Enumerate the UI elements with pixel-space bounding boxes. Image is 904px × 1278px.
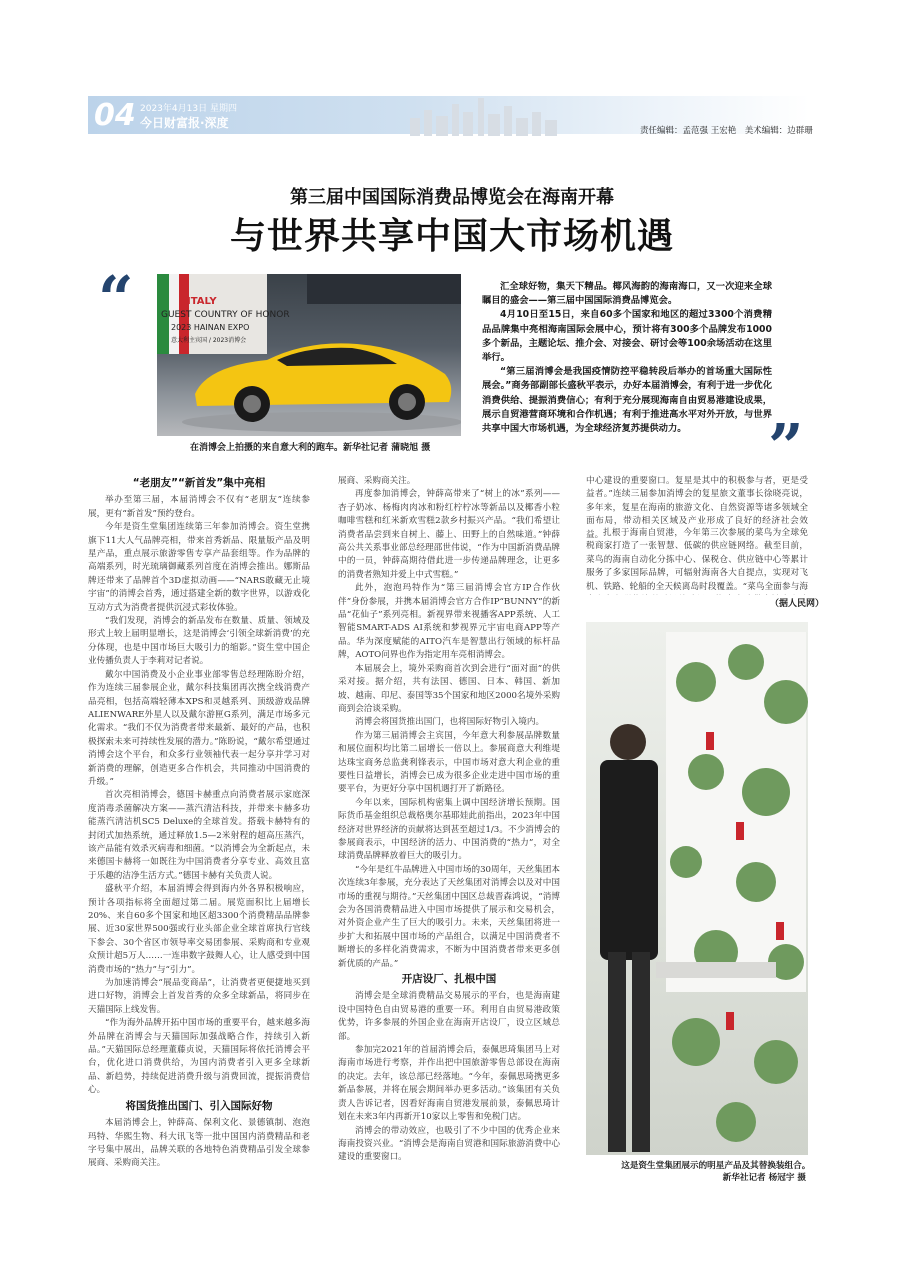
- section-name: 今日财富报·深度: [140, 116, 229, 130]
- section-heading: 将国货推出国门、引入国际好物: [125, 1099, 273, 1112]
- body-paragraph: 消博会的带动效应，也吸引了不少中国的优秀企业来海南投资兴业。“消博会是海南自贸港和国际旅游消费中心建设的重要窗口。: [338, 1125, 560, 1163]
- body-column-1: [88, 475, 310, 1255]
- body-column-2: [338, 475, 560, 1205]
- body-paragraph: 展商、采购商关注。: [338, 476, 416, 486]
- section-heading: “老朋友”“新首发”集中亮相: [132, 477, 266, 489]
- body-paragraph: 消博会将国货推出国门，也将国际好物引入境内。: [355, 717, 545, 728]
- editor-credits: 责任编辑：孟范强 王宏艳 美术编辑：边群珊: [640, 126, 813, 136]
- body-paragraph: “今年是红牛品牌进入中国市场的30周年，天丝集团本次连续3年参展，充分表达了天丝集团对消博会以及对中国市场的重视与期待。”天丝集团中国区总裁晋森鸿说，“消博会为各国消费精品进入中国市场提供了展示和交易机会，对外资企业产生了巨大的吸引力。未来，天丝集团将进一步扩大和拓展中国市场的产品组合，以满足中国消费者不断增长的多样化消费需求，不断为中国消费者带来更多创新优质的产品。”: [338, 864, 560, 969]
- shiseido-display-illustration: [586, 622, 808, 1155]
- article-subtitle: 第三届中国国际消费品博览会在海南开幕: [290, 187, 614, 208]
- body-paragraph: 再度参加消博会，钟薛高带来了“树上的冰”系列——杏子奶冰、杨梅肉肉冰和粉红柠柠冰等新品以及椰香小粒咖啡雪糕和红米新欢雪糕2款乡村振兴产品。“我们希望让消费者品尝到来自树上、藤上、田野上的自然味道。”钟薛高公共关系事业部总经理邵世伟说，“作为中国新消费品牌中的一员，钟薛高期待借此进一步传递品牌理念，让更多的消费者熟知并爱上中式雪糕。”: [338, 489, 560, 580]
- lead-paragraph: “第三届消博会是我国疫情防控平稳转段后举办的首场重大国际性展会。”商务部副部长盛秋平表示，办好本届消博会，有利于进一步优化消费供给、提振消费信心；有利于充分展现海南自由贸易港建设成果，展示自贸港营商环境和合作机遇；有利于推进高水平对外开放，与世界共享中国大市场机遇，为全球经济复苏提供动力。: [482, 366, 772, 435]
- body-paragraph: 本届消博会上，钟薛高、保利文化、景德镇制、泡泡玛特、华熙生物、科大讯飞等一批中国国内消费精品和老字号集中展出，品牌关联的各地特色消费精品引发全球参展商、采购商关注。: [88, 1118, 310, 1169]
- photo-sign-line-4: 意大利主宾国 / 2023消博会: [171, 337, 247, 344]
- section-heading: 开店设厂、扎根中国: [401, 973, 497, 986]
- body-column-3-rest: [586, 527, 808, 595]
- body-paragraph: 作为第三届消博会主宾国，今年意大利参展品牌数量和展位面积均比第二届增长一倍以上。参展商意大利维堤达珠宝商务总监龚利锋表示，中国市场对意大利企业的重要性日益增长，消博会已成为很多企业走进中国市场的重要平台，为更好分享中国机遇打开了新路径。: [338, 730, 560, 795]
- open-quote-mark: “: [98, 262, 134, 335]
- article-title: 与世界共享中国大市场机遇: [229, 216, 674, 257]
- body-paragraph: 此外，泡泡玛特作为“第三届消博会官方IP合作伙伴”身份参展，并携本届消博会官方合作IP“BUNNY”的新品“花仙子”系列亮相。新视界带来视播客APP系统、人工智能SMART-ADS AI系统和梦视界元宇宙电商APP等产品。华为深度赋能的AITO汽车是智慧出行领域的标杆品牌，AOTO问界也作为指定用车亮相消博会。: [338, 583, 560, 661]
- body-paragraph: 消博会是全球消费精品交易展示的平台，也是海南建设中国特色自由贸易港的重要一环。利用自由贸易港政策优势，许多参展的外国企业在海南开店设厂，设立区域总部。: [338, 991, 560, 1042]
- body-paragraph: 戴尔中国消费及小企业事业部零售总经理陈盼介绍，作为连续三届参展企业，戴尔科技集团再次携全线消费产品亮相，包括高端轻薄本XPS和灵越系列、顶级游戏品牌ALIENWARE外星人以及戴尔游匣G系列，满足市场多元化需求。“我们不仅为消费者带来最新、最好的产品，也积极探索未来可持续性发展的潜力。”陈盼说，“戴尔希望通过消博会这个平台，和众多行业领袖代表一起分享并学习对新消费的理解，创造更多合作机会，共同推动中国消费的升级。”: [88, 669, 310, 787]
- lead-paragraphs: [482, 280, 772, 436]
- close-quote-mark: ”: [768, 410, 804, 483]
- body-paragraph: 首次亮相消博会，德国卡赫重点向消费者展示家庭深度消毒杀菌解决方案——蒸汽清洁科技，并带来卡赫多功能蒸汽清洁机SC5 Deluxe的全球首发。搭载卡赫特有的封闭式加热系统，通过释放1.5—2米射程的超高压蒸汽，该产品能有效杀灭病毒和细菌。“以消博会为全新起点，未来德国卡赫将一如既往为中国消费者分享专业、高效且富于乐趣的洁净生活方式。”德国卡赫有关负责人说。: [88, 790, 310, 881]
- shiseido-display-photo: [586, 622, 808, 1155]
- body-paragraph: 扎根于海南自贸港，今年第三次参展的菜鸟为全球免税商家打造了一张智慧、低碳的供应链网络。截至目前，菜鸟的海南自动化分拣中心、保税仓、供应链中心等累计服务了多家国际品牌，可辐射海南各大自提点，实现对飞机、铁路、轮船的全天候离岛时段覆盖。“菜鸟全面参与海: [586, 528, 808, 592]
- photo-sign-line-2: GUEST COUNTRY OF HONOR: [161, 310, 290, 320]
- body-paragraph: “作为海外品牌开拓中国市场的重要平台，越来越多海外品牌在消博会与天猫国际加强战略合作，持续引入新品。”天猫国际总经理董藤贞说，天猫国际将依托消博会平台，优化进口消费供给，为国内消费者引入更多全球新品、新趋势，持续促进消费升级与消费回流，提振消费信心。: [88, 1018, 310, 1096]
- sports-car-photo: [157, 274, 461, 436]
- photo-sign-line-1: ITALY: [187, 296, 217, 307]
- body-paragraph: 举办至第三届，本届消博会不仅有“老朋友”连续参展，更有“新首发”预约登台。: [88, 495, 310, 519]
- lead-paragraph: 4月10日至15日，来自60多个国家和地区的超过3300个消费精品品牌集中亮相海南国际会展中心，预计将有300多个品牌发布1000多个新品，主题论坛、推介会、对接会、研讨会等100余场活动在这里举行。: [482, 309, 772, 364]
- issue-date: 2023年4月13日 星期四: [140, 104, 237, 114]
- body-paragraph: 盛秋平介绍，本届消博会得到海内外各界积极响应，预计各项指标将全面超过第二届。展览面积比上届增长20%、来自60多个国家和地区超3300个消费精品品牌参展、近30家世界500强或行业头部企业全球首席执行官线下参会、30个省区市领导率交易团参展、采购商和专业观众预计超5万人……一连串数字鼓舞人心，让人感受到中国消费市场的“热力”与“引力”。: [88, 884, 310, 975]
- body-paragraph: “我们发现，消博会的新品发布在数量、质量、领域及形式上较上届明显增长，这是消博会‘引领全球新消费’的充分体现，也是中国市场巨大吸引力的缩影。”资生堂中国企业传播负责人于李莉对记者说。: [88, 616, 310, 667]
- body-paragraph: 为加速消博会“展品变商品”，让消费者更便捷地买到进口好物，消博会上首发首秀的众多全球新品，将同步在天猫国际上线发售。: [88, 978, 310, 1015]
- page-number: 04: [94, 98, 136, 133]
- source-signature: （据人民网）: [770, 599, 825, 609]
- body-paragraph: 参加完2021年的首届消博会后，泰佩思琦集团马上对海南市场进行考察，并作出把中国旅游零售总部设在海南的决定。去年，该总部已经落地。“今年，泰佩思琦携更多新品参展，并将在展会期间举办更多活动。”该集团有关负责人告诉记者，因看好海南自贸港发展前景，泰佩思琦计划在未来3年内再新开10家以上零售和免税门店。: [338, 1045, 560, 1123]
- lead-paragraph: 汇全球好物，集天下精品。椰风海韵的海南海口，又一次迎来全球瞩目的盛会——第三届中国国际消费品博览会。: [482, 281, 772, 307]
- photo-caption: 在消博会上拍摄的来自意大利的跑车。新华社记者 蒲晓旭 摄: [190, 443, 431, 453]
- photo-sign-line-3: 2023 HAINAN EXPO: [171, 323, 250, 332]
- body-paragraph: 本届展会上，境外采购商首次到会进行“面对面”的供采对接。据介绍，共有法国、德国、日本、韩国、新加坡、越南、印尼、泰国等35个国家和地区2000名境外采购商到会洽谈采购。: [338, 663, 560, 714]
- body-paragraph: 今年以来，国际机构密集上调中国经济增长预期。国际货币基金组织总裁格奥尔基耶娃此前指出，2023年中国经济对世界经济的贡献将达到甚至超过1/3。不少消博会的参展商表示，中国经济的活力、中国消费的“热力”，对全球消费品牌释放着巨大的吸引力。: [338, 797, 560, 862]
- body-paragraph: 今年是资生堂集团连续第三年参加消博会。资生堂携旗下11大人气品牌亮相，带来首秀新品、限量版产品及明星产品，重点展示旅游零售专享产品套组等。作为品牌的高端系列，时光琉璃御藏系列首度在消博会推出。娜斯品牌还带来了品牌首个3D虚拟动画——“NARS敢藏无止境宇宙”的消博会首秀，通过搭建全新的数字世界，以游戏化互动方式为消费者提供沉浸式彩妆体验。: [88, 522, 310, 613]
- city-skyline-graphic: [400, 96, 570, 136]
- photo2-caption: 这是资生堂集团展示的明星产品及其替换装组合。 新华社记者 杨冠宇 摄: [621, 1161, 832, 1183]
- body-paragraph: 中心建设的重要窗口。复星是其中的积极参与者，更是受益者。”连续三届参加消博会的复星旅文董事长徐晓亮说，多年来，复星在海南的旅游文化、自然资源等诸多领域全面布局，带动相关区域及产业形成了良好的经济社会效益。: [586, 476, 808, 540]
